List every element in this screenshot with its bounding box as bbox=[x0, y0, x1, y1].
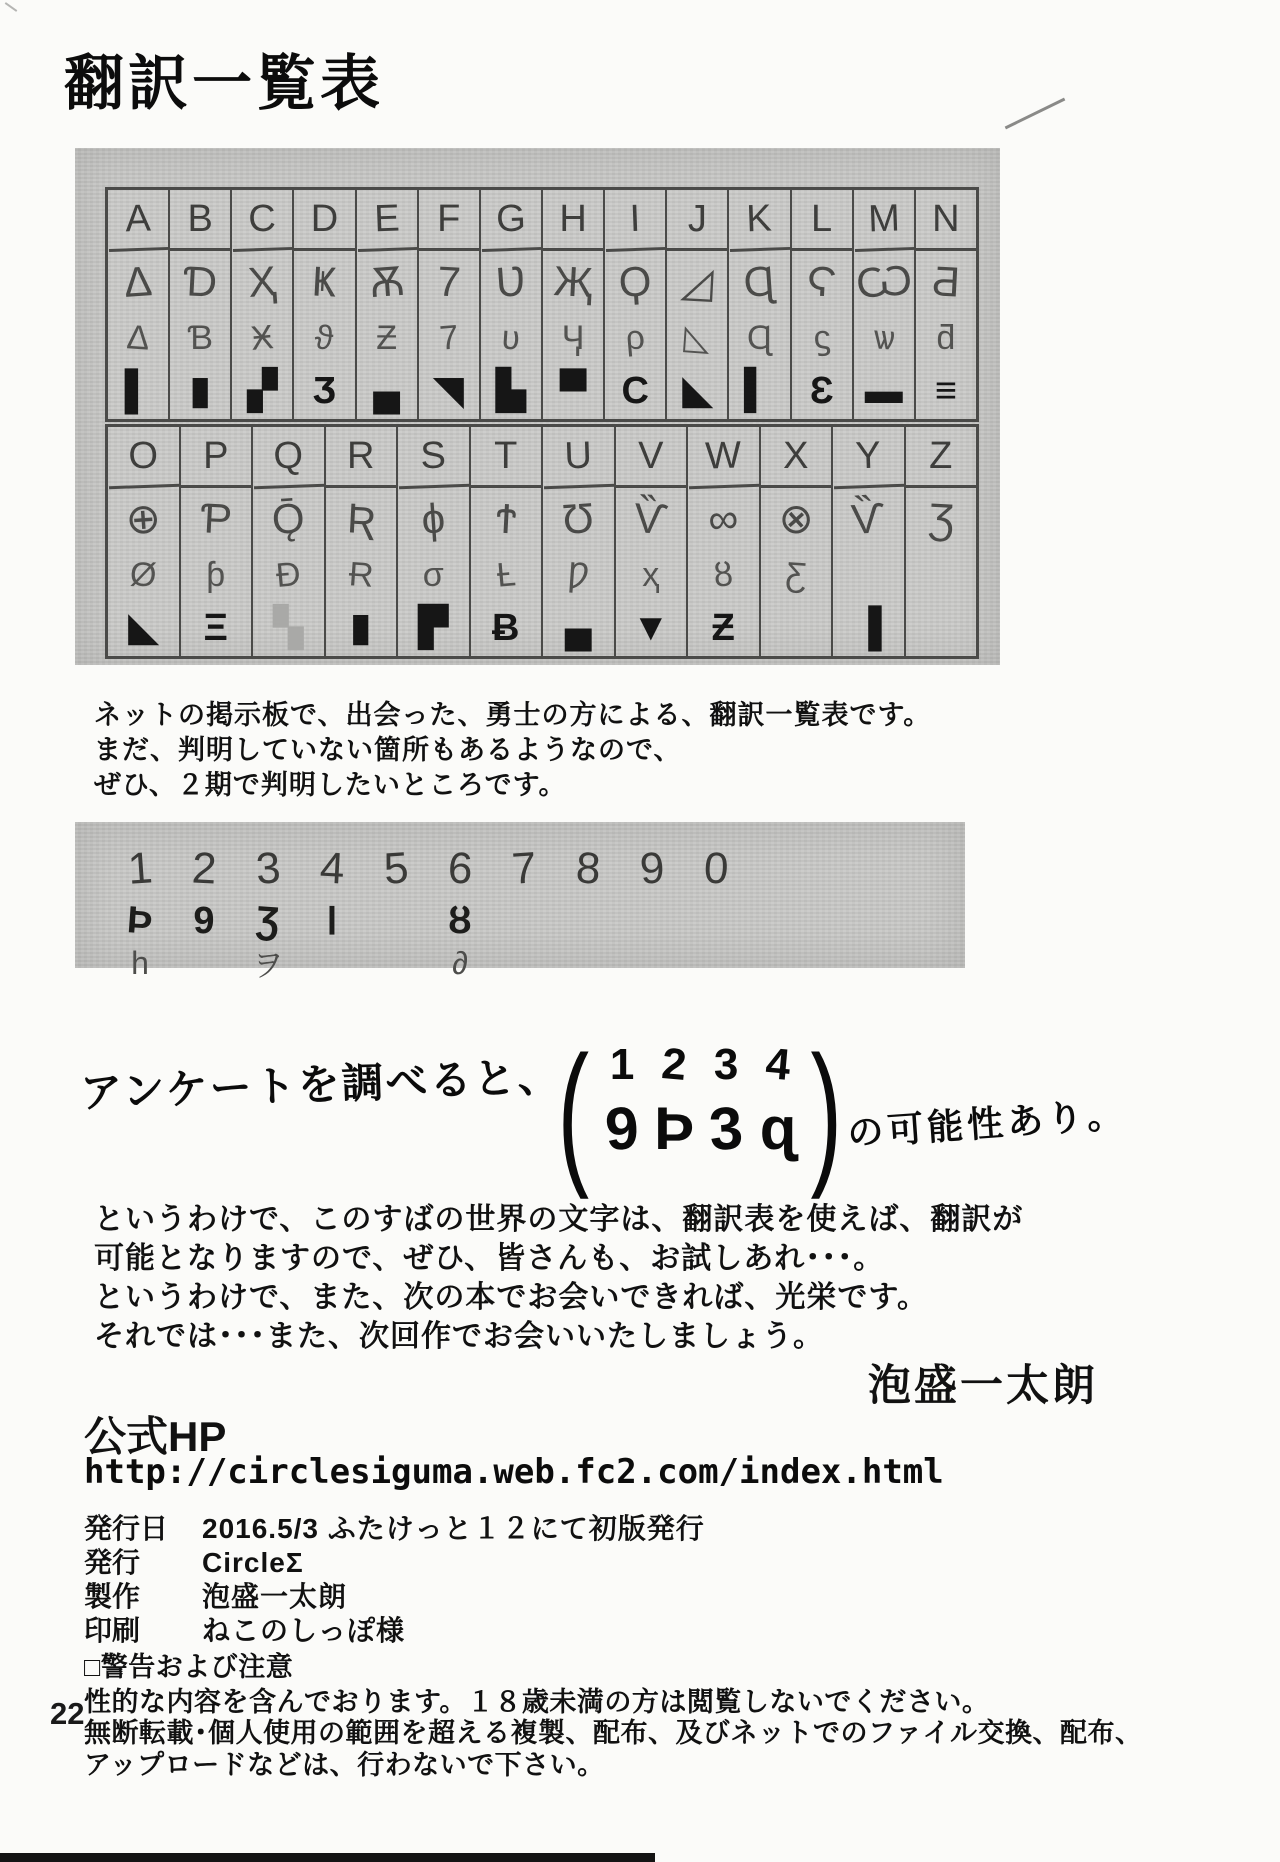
dark-glyph-cell: ▀ bbox=[559, 370, 587, 412]
pencil-glyph-cell: Ǭ bbox=[270, 493, 307, 544]
pencil-glyph-cell: σ bbox=[422, 556, 444, 594]
letter-cell: E bbox=[356, 189, 418, 252]
glyph-column-m bbox=[852, 190, 914, 419]
pen-glyph-cell: Ⅰ bbox=[326, 900, 338, 943]
number-column-0 bbox=[684, 840, 748, 982]
dark-glyph-cell: Ɛ bbox=[809, 370, 834, 412]
dark-glyph-cell: ◥ bbox=[434, 370, 464, 412]
pencil-glyph-cell: ȣ bbox=[712, 555, 735, 595]
dark-glyph-cell: ▼ bbox=[631, 607, 670, 649]
pencil-glyph-cell bbox=[903, 547, 978, 603]
letter-cell: D bbox=[294, 190, 354, 251]
glyph-column-f bbox=[417, 190, 479, 419]
letter-cell: B bbox=[170, 190, 230, 251]
pencil-glyph-cell: Ϙ bbox=[617, 256, 654, 307]
glyph-column-c bbox=[230, 190, 292, 419]
scan-corner-artifact bbox=[5, 2, 18, 12]
warning-lines bbox=[84, 1687, 1142, 1782]
pencil-glyph-cell: 7 bbox=[435, 257, 462, 306]
pen-glyph-cell: Ʒ bbox=[254, 898, 282, 943]
letter-cell: A bbox=[107, 189, 169, 252]
matrix-top-cell: 4 bbox=[763, 1039, 793, 1090]
pencil-glyph-cell: ϛ bbox=[811, 318, 832, 358]
pencil-glyph-cell: Ɗ bbox=[182, 257, 219, 306]
alphabet-scan-photo bbox=[75, 148, 1000, 665]
pen-glyph-cell bbox=[394, 898, 397, 944]
digit-cell: 1 bbox=[126, 843, 154, 894]
pencil-glyph-cell: Ƥ bbox=[198, 494, 233, 543]
colophon-label: 印刷 bbox=[84, 1615, 141, 1646]
dark-glyph-cell: ▄ bbox=[373, 370, 401, 412]
note-line: まだ、判明していない箇所もあるようなので、 bbox=[94, 735, 682, 765]
scan-bottom-edge-artifact bbox=[0, 1853, 655, 1862]
pencil-glyph-cell: Ɓ bbox=[187, 319, 214, 357]
number-column-7 bbox=[492, 840, 556, 982]
dark-glyph-cell: ◣ bbox=[128, 607, 158, 649]
paragraph-line: というわけで、このすばの世界の文字は、翻訳表を使えば、翻訳が bbox=[94, 1203, 1024, 1236]
alphabet-table-o-to-z bbox=[105, 424, 979, 659]
official-hp-label: 公式HP bbox=[84, 1413, 227, 1460]
closing-paragraph bbox=[94, 1200, 1023, 1356]
number-column-1 bbox=[108, 840, 172, 982]
annotation-matrix bbox=[596, 1040, 804, 1163]
letter-cell: G bbox=[480, 189, 542, 252]
pencil-glyph-cell: Ƚ bbox=[494, 555, 517, 595]
handwritten-annotation bbox=[79, 1024, 1128, 1200]
glyph-column-o bbox=[108, 427, 179, 656]
glyph-column-a bbox=[108, 190, 168, 419]
page-number: 22 bbox=[50, 1696, 85, 1731]
pencil-glyph-cell: Ѷ bbox=[849, 493, 887, 544]
paragraph-line: 可能となりますので、ぜひ、皆さんも、お試しあれ･･･。 bbox=[94, 1242, 885, 1275]
letter-cell: M bbox=[853, 189, 915, 252]
number-table bbox=[108, 840, 748, 982]
colophon-value: 泡盛一太朗 bbox=[202, 1581, 348, 1612]
letter-cell: H bbox=[543, 190, 603, 251]
matrix-bottom-row bbox=[596, 1090, 804, 1163]
number-column-8 bbox=[556, 840, 620, 982]
dark-glyph-cell: ▍ bbox=[744, 370, 775, 412]
pencil-glyph-cell: Δ bbox=[125, 318, 151, 358]
warning-title: □警告および注意 bbox=[84, 1652, 294, 1682]
pencil-glyph-cell: Ɋ bbox=[746, 319, 773, 357]
pencil-glyph-cell: ʋ bbox=[500, 318, 522, 358]
pencil-glyph-cell: Ӿ bbox=[249, 318, 276, 358]
pencil-glyph-cell: Ѡ bbox=[854, 256, 914, 307]
pencil-glyph-cell: Ɋ bbox=[742, 256, 777, 307]
number-column-4 bbox=[300, 840, 364, 982]
letter-cell: S bbox=[397, 426, 470, 489]
pencil-glyph-cell: Җ bbox=[552, 257, 594, 306]
note-line: ぜひ、２期で判明したいところです。 bbox=[94, 770, 567, 800]
colophon-row bbox=[84, 1614, 705, 1648]
dark-glyph-cell: ≡ bbox=[934, 370, 957, 412]
pencil-glyph-cell: ⊗ bbox=[776, 494, 815, 543]
glyph-column-k bbox=[727, 190, 789, 419]
pen-glyph-cell: ȣ bbox=[448, 899, 472, 942]
letter-cell: Y bbox=[832, 426, 905, 489]
letter-cell: W bbox=[687, 426, 760, 489]
dark-glyph-cell: ▌ bbox=[124, 370, 152, 412]
glyph-column-r bbox=[324, 427, 397, 656]
glyph-column-g bbox=[479, 190, 541, 419]
letter-cell: C bbox=[231, 189, 293, 252]
pencil-glyph-cell: h bbox=[131, 944, 149, 981]
glyph-column-d bbox=[292, 190, 354, 419]
pencil-glyph-cell: ∂ bbox=[452, 944, 468, 981]
letter-cell: F bbox=[419, 190, 479, 251]
pencil-glyph-cell: Ʒ bbox=[926, 494, 955, 543]
pencil-glyph-cell: ρ bbox=[623, 318, 647, 358]
digit-cell: 0 bbox=[702, 843, 730, 894]
warning-line: 性的な内容を含んでおります。１８歳未満の方は閲覧しないでください。 bbox=[84, 1686, 990, 1717]
glyph-column-y bbox=[831, 427, 904, 656]
dark-glyph-cell: ▚ bbox=[273, 607, 303, 649]
glyph-column-q bbox=[251, 427, 324, 656]
letter-cell: T bbox=[471, 427, 542, 488]
letter-cell: Z bbox=[906, 427, 977, 488]
dark-glyph-cell bbox=[906, 600, 977, 656]
alphabet-table-a-to-n bbox=[105, 187, 979, 422]
pencil-glyph-cell: ◿ bbox=[679, 257, 715, 306]
paragraph-line: というわけで、また、次の本でお会いできれば、光栄です。 bbox=[94, 1281, 928, 1314]
pencil-glyph-cell: Ӌ bbox=[561, 319, 585, 357]
matrix-top-cell: 3 bbox=[713, 1040, 739, 1089]
pencil-glyph-cell: Ѷ bbox=[632, 494, 669, 543]
pencil-glyph-cell: Ø bbox=[128, 555, 158, 595]
note-text bbox=[94, 698, 931, 803]
pencil-glyph-cell: Ѫ bbox=[367, 256, 406, 307]
pencil-glyph-cell: Ʀ bbox=[345, 494, 376, 543]
pencil-glyph-cell: Ƌ bbox=[930, 257, 961, 306]
letter-cell: R bbox=[326, 427, 397, 488]
matrix-top-row bbox=[596, 1040, 804, 1090]
dark-glyph-cell: ◣ bbox=[682, 370, 712, 412]
dark-glyph-cell: ▬ bbox=[864, 370, 903, 412]
number-column-3 bbox=[236, 840, 300, 982]
pen-glyph-cell bbox=[650, 898, 653, 944]
letter-cell: X bbox=[761, 427, 832, 488]
pencil-glyph-cell: Ð bbox=[274, 555, 303, 595]
colophon-row bbox=[84, 1512, 705, 1546]
glyph-column-p bbox=[179, 427, 252, 656]
letter-cell: P bbox=[181, 427, 252, 488]
number-column-6 bbox=[428, 840, 492, 982]
glyph-column-u bbox=[541, 427, 614, 656]
glyph-column-j bbox=[665, 190, 727, 419]
matrix-bottom-cell: Þ bbox=[654, 1095, 695, 1162]
digit-cell: 3 bbox=[254, 843, 282, 894]
letter-cell: J bbox=[667, 190, 727, 251]
pencil-glyph-cell: ƥ bbox=[206, 556, 226, 594]
matrix-bottom-cell: 9 bbox=[603, 1093, 642, 1164]
pencil-glyph-cell: Ɍ bbox=[347, 555, 375, 595]
number-column-5 bbox=[364, 840, 428, 982]
pencil-glyph-cell: Ϯ bbox=[494, 494, 517, 543]
dark-glyph-cell: Ƀ bbox=[492, 607, 520, 649]
letter-cell: L bbox=[792, 190, 852, 251]
matrix-top-cell: 1 bbox=[609, 1040, 635, 1089]
glyph-column-w bbox=[686, 427, 759, 656]
warning-block bbox=[84, 1652, 1142, 1781]
annotation-suffix: の可能性あり。 bbox=[845, 1093, 1128, 1154]
dark-glyph-cell: Ξ bbox=[203, 607, 228, 649]
colophon-label: 製作 bbox=[84, 1581, 141, 1612]
pencil-glyph-cell: ѡ bbox=[871, 318, 896, 358]
official-hp-url: http://circlesiguma.web.fc2.com/index.html bbox=[84, 1452, 944, 1492]
matrix-bottom-cell: 3 bbox=[707, 1093, 746, 1164]
annotation-prefix: アンケートを調べると、 bbox=[79, 1052, 563, 1117]
dark-glyph-cell: ▮ bbox=[189, 370, 211, 412]
pencil-glyph-cell: Ʋ bbox=[494, 257, 528, 307]
glyph-column-b bbox=[168, 190, 230, 419]
dark-glyph-cell: ▛ bbox=[418, 607, 448, 649]
paragraph-line: それでは･･･また、次回作でお会いいたしましょう。 bbox=[94, 1320, 824, 1353]
pencil-glyph-cell: Δ bbox=[122, 257, 154, 306]
page-title: 翻訳一覧表 bbox=[64, 50, 384, 117]
pen-glyph-cell bbox=[522, 898, 525, 944]
glyph-column-h bbox=[541, 190, 603, 419]
pencil-glyph-cell: ҳ bbox=[642, 556, 660, 594]
letter-cell: I bbox=[604, 189, 666, 252]
colophon-label: 発行 bbox=[84, 1547, 141, 1578]
open-paren: ( bbox=[558, 1024, 590, 1200]
dark-glyph-cell: ▮ bbox=[350, 607, 372, 649]
colophon-value: 2016.5/3 ふたけっと１２にて初版発行 bbox=[202, 1513, 705, 1544]
letter-cell: Q bbox=[252, 426, 325, 489]
glyph-column-x bbox=[759, 427, 832, 656]
colophon-row bbox=[84, 1580, 705, 1614]
pencil-glyph-cell: Ʊ bbox=[560, 493, 596, 544]
matrix-top-cell: 2 bbox=[659, 1039, 689, 1090]
matrix-bottom-cell: ɋ bbox=[759, 1095, 797, 1162]
dark-glyph-cell: Ӡ bbox=[312, 370, 337, 412]
digit-cell: 6 bbox=[446, 843, 474, 894]
glyph-column-s bbox=[396, 427, 469, 656]
pen-glyph-cell: 9 bbox=[193, 899, 215, 942]
pencil-glyph-cell: Ҳ bbox=[246, 257, 278, 306]
author-name: 泡盛一太朗 bbox=[868, 1362, 1098, 1410]
digit-cell: 7 bbox=[510, 843, 538, 894]
colophon-row bbox=[84, 1546, 705, 1580]
pencil-glyph-cell: ϕ bbox=[419, 494, 447, 543]
numbers-scan-photo bbox=[75, 822, 965, 983]
pencil-glyph-cell: ƌ bbox=[936, 319, 956, 357]
warning-line: アップロードなどは、行わないで下さい。 bbox=[84, 1749, 605, 1780]
warning-line: 無断転載･個人使用の範囲を超える複製、配布、及びネットでのファイル交換、配布、 bbox=[84, 1718, 1143, 1748]
glyph-column-v bbox=[614, 427, 687, 656]
digit-cell: 4 bbox=[318, 843, 346, 894]
glyph-column-t bbox=[469, 427, 542, 656]
scan-diagonal-artifact bbox=[1005, 98, 1066, 130]
pencil-glyph-cell: ヲ bbox=[251, 947, 284, 983]
number-column-9 bbox=[620, 840, 684, 982]
pencil-glyph-cell: Ϛ bbox=[805, 257, 839, 306]
pencil-glyph-cell: ◺ bbox=[682, 318, 712, 358]
pencil-glyph-cell: Ƶ bbox=[376, 319, 398, 357]
colophon-value: CircleΣ bbox=[202, 1547, 304, 1578]
pencil-glyph-cell: ⊕ bbox=[124, 493, 163, 544]
pencil-glyph-cell: 7 bbox=[437, 318, 460, 358]
pen-glyph-cell: Þ bbox=[125, 898, 155, 943]
letter-cell: V bbox=[616, 427, 687, 488]
note-line: ネットの掲示板で、出会った、勇士の方による、翻訳一覧表です。 bbox=[94, 700, 932, 730]
glyph-column-e bbox=[355, 190, 417, 419]
dark-glyph-cell: ▞ bbox=[247, 370, 277, 412]
letter-cell: U bbox=[542, 426, 615, 489]
close-paren: ) bbox=[810, 1024, 843, 1200]
pencil-glyph-cell: Ҝ bbox=[311, 257, 338, 306]
dark-glyph-cell bbox=[761, 600, 832, 656]
letter-cell: N bbox=[916, 190, 976, 251]
digit-cell: 9 bbox=[638, 843, 666, 894]
pencil-glyph-cell: ∞ bbox=[706, 494, 740, 543]
dark-glyph-cell: С bbox=[621, 370, 649, 412]
letter-cell: K bbox=[728, 189, 790, 252]
glyph-column-i bbox=[603, 190, 665, 419]
pencil-glyph-cell bbox=[833, 550, 904, 600]
dark-glyph-cell: Ƶ bbox=[711, 607, 735, 649]
dark-glyph-cell: ▄ bbox=[564, 607, 592, 649]
digit-cell: 5 bbox=[382, 843, 410, 894]
letter-cell: O bbox=[107, 426, 180, 489]
glyph-column-z bbox=[904, 427, 977, 656]
pencil-glyph-cell: ϑ bbox=[313, 318, 336, 358]
digit-cell: 2 bbox=[190, 843, 218, 894]
glyph-column-l bbox=[790, 190, 852, 419]
digit-cell: 8 bbox=[574, 843, 602, 894]
colophon-value: ねこのしっぽ様 bbox=[202, 1615, 406, 1646]
glyph-column-n bbox=[914, 190, 976, 419]
pencil-glyph-cell: Ƹ bbox=[784, 555, 808, 595]
colophon-label: 発行日 bbox=[84, 1513, 169, 1544]
number-column-2 bbox=[172, 840, 236, 982]
dark-glyph-cell: ▙ bbox=[496, 370, 526, 412]
pencil-glyph-cell: Ƿ bbox=[566, 555, 591, 595]
dark-glyph-cell: ▐ bbox=[854, 607, 882, 649]
colophon bbox=[84, 1512, 705, 1648]
